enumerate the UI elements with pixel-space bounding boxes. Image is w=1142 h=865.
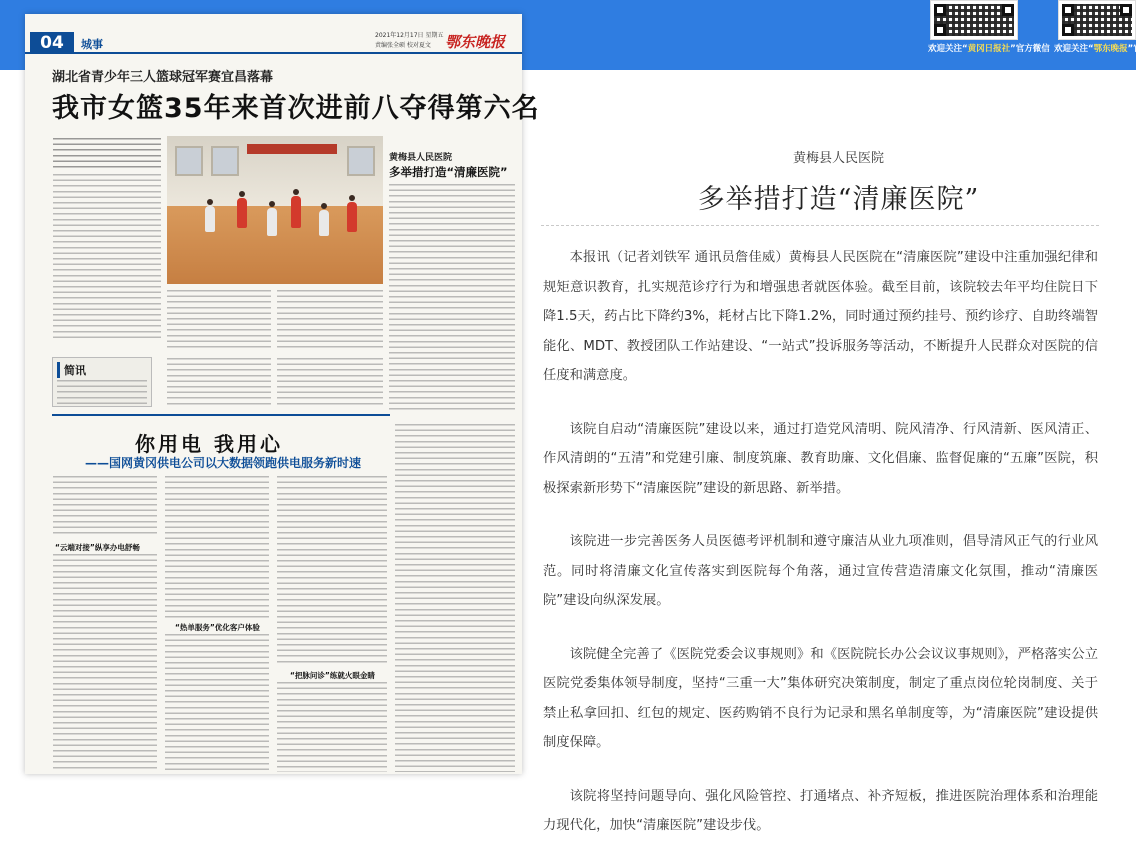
brief-label: 简讯: [57, 362, 86, 378]
story2-column-1a[interactable]: [53, 476, 157, 536]
side-story-text[interactable]: [389, 184, 515, 410]
paper-editor-line: 责编张全硕 校对夏文: [375, 42, 431, 49]
brief-box[interactable]: [52, 357, 152, 407]
qr-caption-right: 欢迎关注“鄂东晚报”官: [1054, 44, 1142, 54]
wechat-qr-code-right: [1058, 0, 1136, 40]
wechat-qr-code-left: [930, 0, 1018, 40]
story2-tag-3: “把脉问诊”练就火眼金睛: [290, 671, 375, 680]
story2-column-2a[interactable]: [165, 476, 269, 618]
page-number: 04: [30, 32, 74, 54]
story2-column-1b[interactable]: [53, 554, 157, 772]
article-title: 多举措打造“清廉医院”: [697, 184, 980, 215]
story1-column-5[interactable]: [277, 358, 383, 408]
story2-tag-2: “热单服务”优化客户体验: [175, 623, 260, 632]
article-paragraph: 本报讯（记者刘铁军 通讯员詹佳威）黄梅县人民医院在“清廉医院”建设中注重加强纪律和规矩意识教育，扎实规范诊疗行为和增强患者就医体验。截至目前，该院较去年平均住院日下降1.5天，药占比下降约3%，耗材占比下降1.2%，同时通过预约挂号、预约诊疗、自助终端智能化、MDT、教授团队工作站建设、“一站式”投诉服务等活动，不断提升人民群众对医院的信任度和满意度。: [543, 250, 1098, 383]
story1-column-3[interactable]: [277, 290, 383, 350]
qr-caption-left: 欢迎关注“黄冈日报社”官方微信: [928, 44, 1050, 54]
story2-subheadline[interactable]: ——国网黄冈供电公司以大数据领跑供电服务新时速: [85, 456, 362, 470]
story1-column-4[interactable]: [167, 358, 271, 408]
section-name: 城事: [81, 38, 103, 51]
side-story-org[interactable]: 黄梅县人民医院: [389, 153, 453, 163]
story2-headline[interactable]: 你用电 我用心: [135, 432, 283, 456]
story1-kicker[interactable]: 湖北省青少年三人篮球冠军赛宜昌落幕: [52, 70, 274, 85]
article-paragraph: 该院进一步完善医务人员医德考评机制和遵守廉洁从业九项准则，倡导清风正气的行业风范。同时将清廉文化宣传落实到医院每个角落，通过宣传营造清廉文化氛围，推动“清廉医院”建设向纵深发展。: [543, 534, 1098, 608]
story2-tag-1: “云端对接”纵享办电舒畅: [55, 543, 140, 552]
story2-column-3b[interactable]: [277, 682, 387, 772]
side-story-headline[interactable]: 多举措打造“清廉医院”: [389, 165, 508, 179]
side-story-continued[interactable]: [395, 424, 515, 772]
newspaper-page[interactable]: [25, 14, 540, 774]
basketball-photo[interactable]: [167, 136, 383, 284]
story1-column-1[interactable]: [53, 174, 161, 342]
article-paragraph: 该院健全完善了《医院党委会议事规则》和《医院院长办公会议议事规则》，严格落实公立医院党委集体领导制度，坚持“三重一大”集体研究决策制度，制定了重点岗位轮岗制度、关于禁止私拿回扣、红包的规定、医药购销不良行为记录和黑名单制度等，为“清廉医院”建设提供制度保障。: [543, 646, 1098, 750]
story2-column-3a[interactable]: [277, 476, 387, 666]
story1-headline[interactable]: 我市女篮35年来首次进前八夺得第六名: [52, 93, 540, 124]
section-divider: [52, 414, 390, 416]
story1-lead-text[interactable]: [53, 138, 161, 168]
story1-column-2[interactable]: [167, 290, 271, 350]
article-body: [543, 243, 1098, 865]
story2-column-2b[interactable]: [165, 634, 269, 772]
paper-header: [25, 14, 522, 54]
article-org: 黄梅县人民医院: [792, 151, 884, 166]
paper-date: 2021年12月17日 星期五: [375, 32, 444, 39]
article-paragraph: 该院自启动“清廉医院”建设以来，通过打造党风清明、院风清净、行风清新、医风清正、作风清朗的“五清”和党建引廉、制度筑廉、教育助廉、文化倡廉、监督促廉的“五廉”医院，积极探索新形势下“清廉医院”建设的新思路、新举措。: [543, 421, 1098, 496]
paper-masthead: 鄂东晚报: [445, 33, 506, 51]
article-paragraph: 该院将坚持问题导向、强化风险管控、打通堵点、补齐短板，推进医院治理体系和治理能力现代化，加快“清廉医院”建设步伐。: [543, 788, 1098, 833]
article-reader: [541, 70, 1136, 833]
title-divider: [541, 225, 1099, 226]
